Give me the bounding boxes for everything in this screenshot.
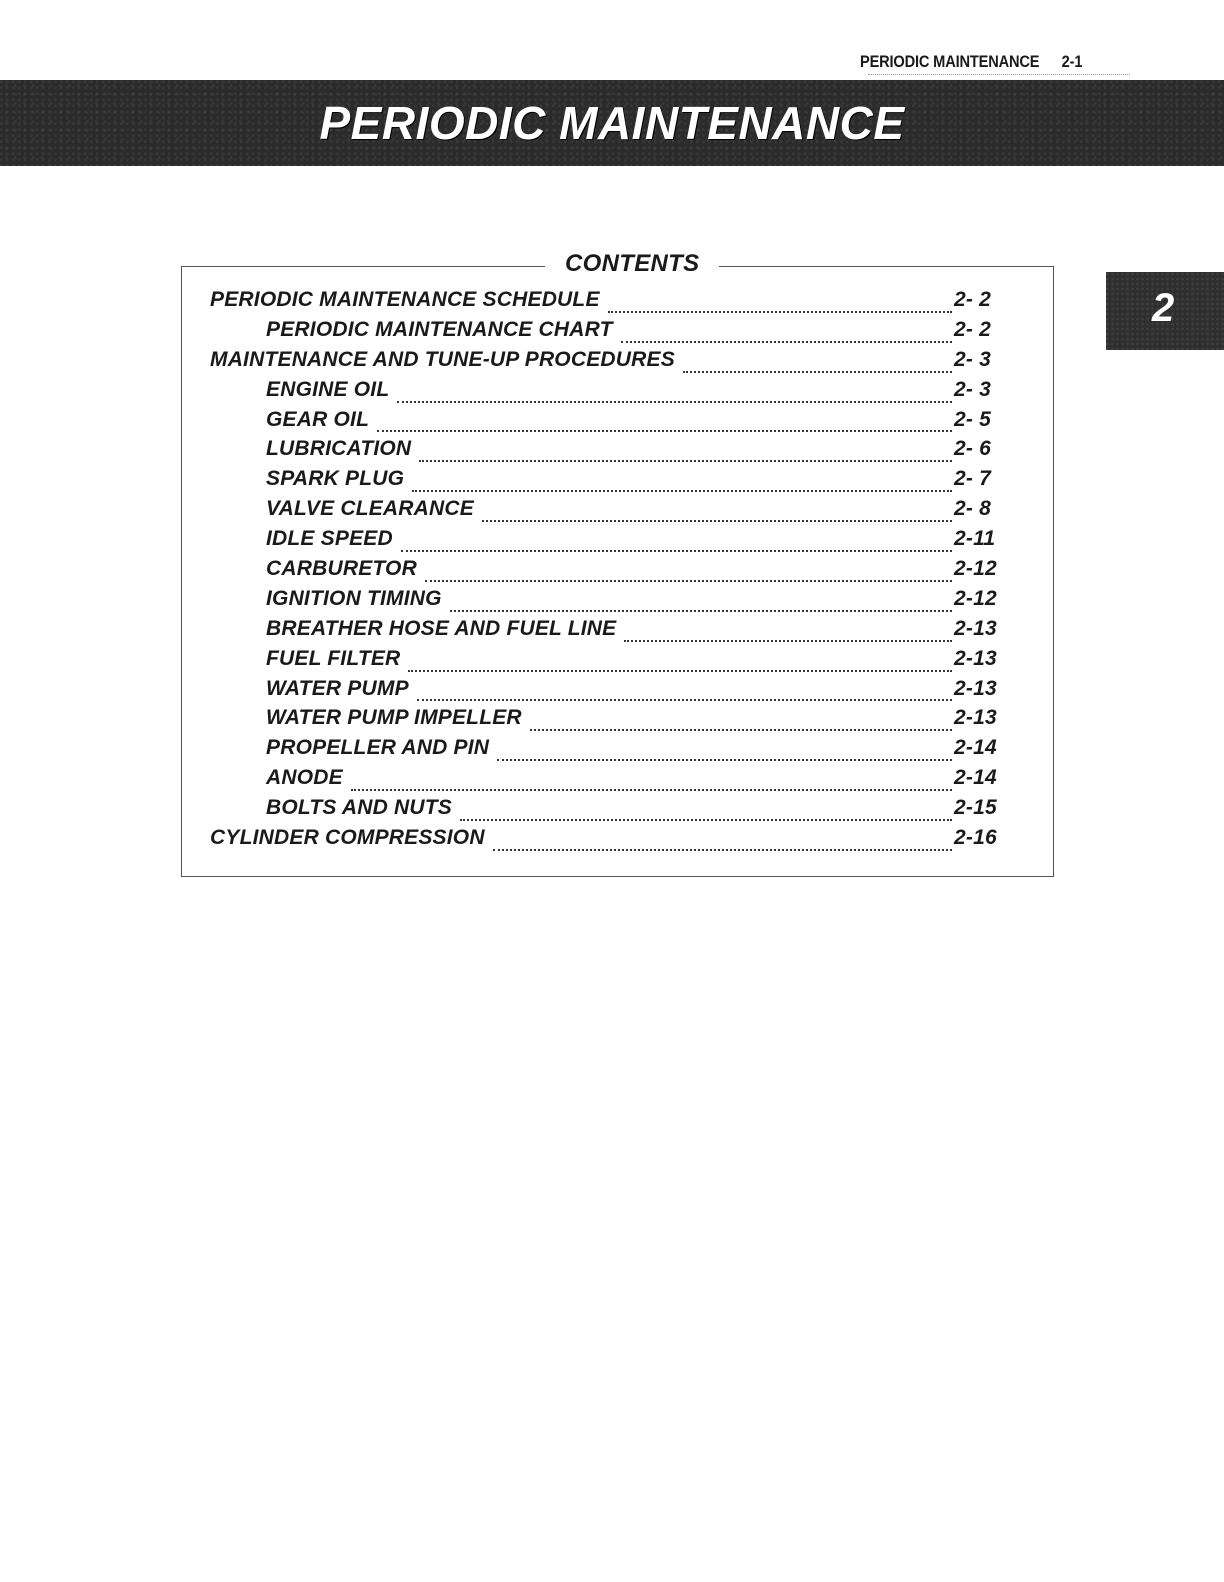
toc-entry[interactable]	[210, 677, 1000, 707]
toc-entry[interactable]	[210, 647, 1000, 677]
toc-entry[interactable]	[210, 288, 1000, 318]
page-title: PERIODIC MAINTENANCE	[319, 97, 905, 149]
toc-entry-page: 2- 8	[954, 497, 991, 521]
toc-entry-page: 2-12	[954, 586, 997, 610]
running-header-section: PERIODIC MAINTENANCE	[860, 52, 1040, 71]
toc-entry-page: 2- 2	[954, 317, 991, 341]
title-banner	[0, 80, 1224, 166]
toc-dot-leader	[412, 490, 952, 492]
toc-entry[interactable]	[210, 318, 1000, 348]
toc-entry[interactable]	[210, 348, 1000, 378]
chapter-tab	[1106, 272, 1224, 350]
toc-entry-page: 2-11	[954, 527, 996, 551]
toc-entry-label: LUBRICATION	[266, 437, 412, 461]
toc-entry-label: IGNITION TIMING	[266, 586, 442, 610]
toc-entry-label: IDLE SPEED	[266, 527, 393, 551]
toc-entry-page: 2- 6	[954, 437, 991, 461]
toc-entry[interactable]	[210, 497, 1000, 527]
running-header	[860, 52, 1101, 72]
toc-entry-page: 2-14	[954, 736, 997, 760]
toc-entry-label: ANODE	[266, 766, 343, 790]
toc-entry[interactable]	[210, 527, 1000, 557]
chapter-tab-number: 2	[1152, 286, 1175, 330]
toc-entry-page: 2- 7	[954, 467, 991, 491]
toc-entry-page: 2-13	[954, 706, 997, 730]
toc-dot-leader	[417, 699, 952, 701]
toc-entry[interactable]	[210, 736, 1000, 766]
toc-entry[interactable]	[210, 826, 1000, 856]
toc-entry-page: 2- 3	[954, 347, 991, 371]
toc-entry-page: 2- 5	[954, 407, 991, 431]
toc-entry[interactable]	[210, 408, 1000, 438]
toc-dot-leader	[621, 341, 952, 343]
toc-entry-page: 2-13	[954, 676, 997, 700]
toc-entry-page: 2- 2	[954, 288, 991, 311]
toc-dot-leader	[497, 759, 952, 761]
toc-entry-page: 2-16	[954, 826, 997, 850]
toc-entry-label: WATER PUMP	[266, 676, 409, 700]
toc-entry-label: CYLINDER COMPRESSION	[210, 826, 485, 850]
toc-dot-leader	[493, 849, 952, 851]
toc-entry-label: BOLTS AND NUTS	[266, 796, 452, 820]
toc-dot-leader	[397, 401, 952, 403]
toc-entry[interactable]	[210, 587, 1000, 617]
toc-entry-label: CARBURETOR	[266, 557, 417, 581]
contents-heading: CONTENTS	[545, 250, 719, 278]
toc-entry[interactable]	[210, 467, 1000, 497]
toc-dot-leader	[450, 610, 952, 612]
toc-entry[interactable]	[210, 378, 1000, 408]
toc-entry[interactable]	[210, 766, 1000, 796]
toc-entry-label: WATER PUMP IMPELLER	[266, 706, 522, 730]
toc-entry-label: GEAR OIL	[266, 407, 370, 431]
toc-dot-leader	[401, 550, 952, 552]
toc-entry-page: 2-13	[954, 616, 997, 640]
toc-dot-leader	[460, 819, 952, 821]
toc-entry-label: FUEL FILTER	[266, 646, 401, 670]
toc-entry-page: 2-13	[954, 646, 997, 670]
toc-entry-label: PROPELLER AND PIN	[266, 736, 490, 760]
toc-dot-leader	[377, 430, 952, 432]
toc-entry-label: PERIODIC MAINTENANCE CHART	[266, 317, 613, 341]
toc-entry[interactable]	[210, 557, 1000, 587]
header-rule	[868, 74, 1130, 75]
toc-entry-label: SPARK PLUG	[266, 467, 405, 491]
toc-dot-leader	[351, 789, 952, 791]
toc-entry[interactable]	[210, 706, 1000, 736]
toc-dot-leader	[530, 729, 952, 731]
toc-entry-page: 2-12	[954, 557, 997, 581]
toc-list	[210, 288, 1000, 856]
toc-dot-leader	[408, 670, 952, 672]
toc-entry-page: 2-15	[954, 796, 997, 820]
toc-entry-label: BREATHER HOSE AND FUEL LINE	[266, 616, 617, 640]
toc-dot-leader	[425, 580, 952, 582]
toc-dot-leader	[624, 640, 952, 642]
toc-entry-label: VALVE CLEARANCE	[266, 497, 474, 521]
toc-entry[interactable]	[210, 437, 1000, 467]
toc-entry-label: PERIODIC MAINTENANCE SCHEDULE	[210, 288, 600, 311]
toc-entry-label: MAINTENANCE AND TUNE-UP PROCEDURES	[210, 347, 675, 371]
toc-entry-label: ENGINE OIL	[266, 377, 390, 401]
toc-dot-leader	[608, 311, 952, 313]
toc-dot-leader	[482, 520, 952, 522]
toc-entry-page: 2- 3	[954, 377, 991, 401]
toc-dot-leader	[683, 371, 952, 373]
running-header-page-number: 2-1	[1061, 52, 1083, 71]
toc-entry-page: 2-14	[954, 766, 997, 790]
toc-dot-leader	[419, 460, 952, 462]
toc-entry[interactable]	[210, 796, 1000, 826]
toc-entry[interactable]	[210, 617, 1000, 647]
